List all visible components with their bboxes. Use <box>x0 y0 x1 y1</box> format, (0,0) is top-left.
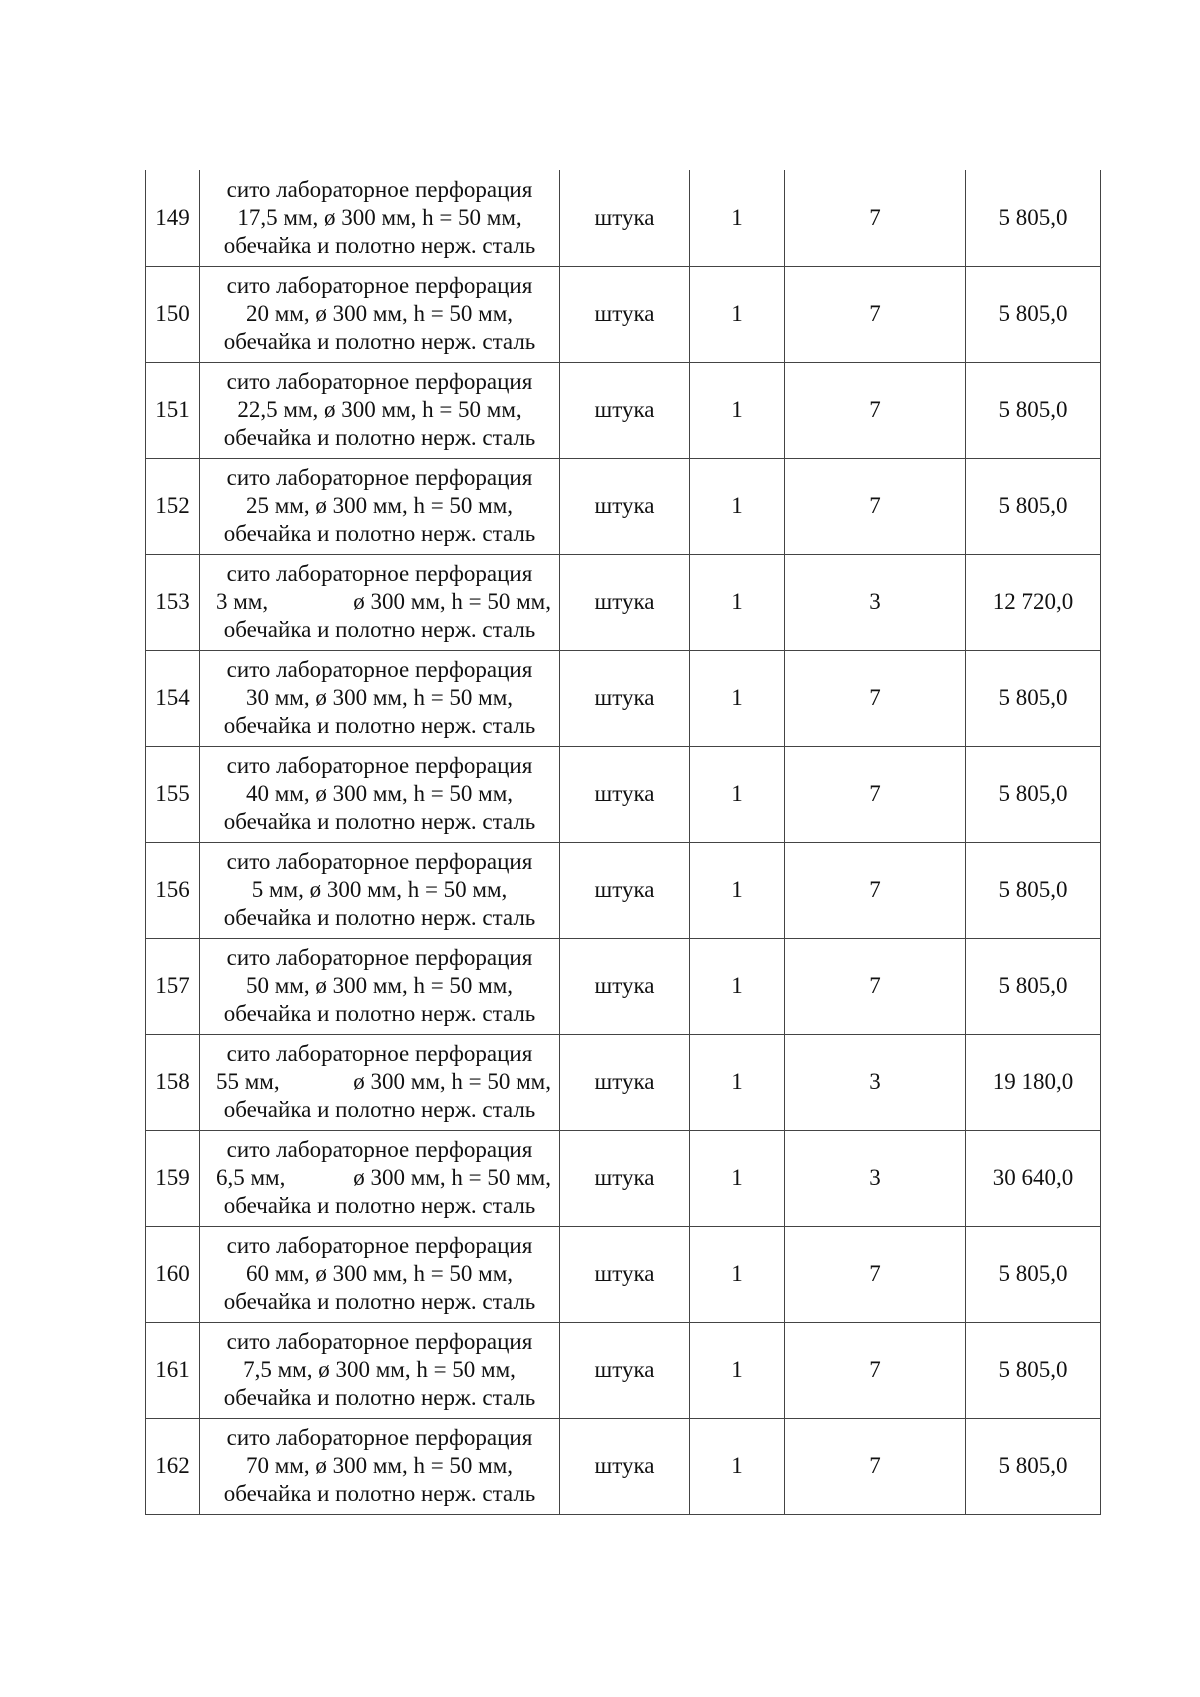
term-cell: 7 <box>785 1226 966 1322</box>
unit-cell: штука <box>560 266 690 362</box>
item-name-cell <box>200 1034 560 1130</box>
item-name-line: сито лабораторное перфорация <box>226 657 533 682</box>
table-row <box>146 1034 1101 1130</box>
quantity-cell: 1 <box>690 650 785 746</box>
item-name-line: обечайка и полотно нерж. сталь <box>223 425 536 450</box>
items-table <box>145 170 1101 1515</box>
row-number-cell: 154 <box>146 650 200 746</box>
term-cell: 7 <box>785 746 966 842</box>
unit-cell: штука <box>560 362 690 458</box>
unit-cell: штука <box>560 1322 690 1418</box>
item-name-line: 40 мм, ø 300 мм, h = 50 мм, <box>245 781 514 806</box>
item-name-fragment: 6,5 мм, <box>216 1165 286 1190</box>
table-row <box>146 1322 1101 1418</box>
table-row <box>146 746 1101 842</box>
item-name-line: обечайка и полотно нерж. сталь <box>223 809 536 834</box>
item-name-line: обечайка и полотно нерж. сталь <box>223 1097 536 1122</box>
row-number-cell: 149 <box>146 170 200 266</box>
item-name-line: 60 мм, ø 300 мм, h = 50 мм, <box>245 1261 514 1286</box>
item-name-cell <box>200 650 560 746</box>
item-name-line <box>202 588 557 616</box>
row-number-cell: 159 <box>146 1130 200 1226</box>
row-number-cell: 160 <box>146 1226 200 1322</box>
price-cell: 5 805,0 <box>966 458 1101 554</box>
table-row <box>146 1130 1101 1226</box>
table-body <box>146 170 1101 1514</box>
price-cell: 5 805,0 <box>966 938 1101 1034</box>
item-name-line: 22,5 мм, ø 300 мм, h = 50 мм, <box>237 397 522 422</box>
quantity-cell: 1 <box>690 266 785 362</box>
item-name-line: сито лабораторное перфорация <box>226 1329 533 1354</box>
item-name-cell <box>200 458 560 554</box>
row-number-cell: 151 <box>146 362 200 458</box>
quantity-cell: 1 <box>690 1322 785 1418</box>
item-name-line: сито лабораторное перфорация <box>226 945 533 970</box>
item-name-line: обечайка и полотно нерж. сталь <box>223 232 536 258</box>
item-name-cell <box>200 1130 560 1226</box>
quantity-cell: 1 <box>690 746 785 842</box>
price-cell: 5 805,0 <box>966 842 1101 938</box>
price-cell: 5 805,0 <box>966 1322 1101 1418</box>
term-cell: 7 <box>785 1418 966 1514</box>
table-row <box>146 362 1101 458</box>
price-cell: 30 640,0 <box>966 1130 1101 1226</box>
item-name-cell <box>200 1418 560 1514</box>
price-cell: 5 805,0 <box>966 362 1101 458</box>
quantity-cell: 1 <box>690 1130 785 1226</box>
item-name-line <box>202 1068 557 1096</box>
item-name-fragment: 3 мм, <box>216 589 269 614</box>
table-row <box>146 1418 1101 1514</box>
item-name-line <box>202 1164 557 1192</box>
price-cell: 5 805,0 <box>966 170 1101 266</box>
item-name-line: обечайка и полотно нерж. сталь <box>223 1001 536 1026</box>
item-name-cell <box>200 554 560 650</box>
row-number-cell: 161 <box>146 1322 200 1418</box>
item-name-line: сито лабораторное перфорация <box>226 561 533 586</box>
quantity-cell: 1 <box>690 170 785 266</box>
row-number-cell: 153 <box>146 554 200 650</box>
item-name-fragment: 55 мм, <box>216 1069 280 1094</box>
item-name-line: сито лабораторное перфорация <box>226 849 533 874</box>
item-name-line: сито лабораторное перфорация <box>226 753 533 778</box>
item-name-line: сито лабораторное перфорация <box>226 465 533 490</box>
unit-cell: штука <box>560 746 690 842</box>
row-number-cell: 162 <box>146 1418 200 1514</box>
item-name-cell <box>200 842 560 938</box>
table-row <box>146 458 1101 554</box>
item-name-line: 5 мм, ø 300 мм, h = 50 мм, <box>251 877 508 902</box>
item-name-line: обечайка и полотно нерж. сталь <box>223 1193 536 1218</box>
term-cell: 7 <box>785 1322 966 1418</box>
row-number-cell: 158 <box>146 1034 200 1130</box>
row-number-cell: 152 <box>146 458 200 554</box>
unit-cell: штука <box>560 938 690 1034</box>
row-number-cell: 155 <box>146 746 200 842</box>
unit-cell: штука <box>560 650 690 746</box>
item-name-line: сито лабораторное перфорация <box>226 1041 533 1066</box>
unit-cell: штука <box>560 1034 690 1130</box>
item-name-line: обечайка и полотно нерж. сталь <box>223 617 536 642</box>
price-cell: 19 180,0 <box>966 1034 1101 1130</box>
document-page <box>145 170 1100 1515</box>
price-cell: 5 805,0 <box>966 650 1101 746</box>
term-cell: 3 <box>785 554 966 650</box>
term-cell: 7 <box>785 362 966 458</box>
unit-cell: штука <box>560 1226 690 1322</box>
quantity-cell: 1 <box>690 1226 785 1322</box>
item-name-cell <box>200 170 560 266</box>
item-name-line: сито лабораторное перфорация <box>226 1137 533 1162</box>
term-cell: 3 <box>785 1130 966 1226</box>
item-name-line: обечайка и полотно нерж. сталь <box>223 713 536 738</box>
price-cell: 5 805,0 <box>966 266 1101 362</box>
quantity-cell: 1 <box>690 458 785 554</box>
item-name-line: сито лабораторное перфорация <box>226 369 533 394</box>
quantity-cell: 1 <box>690 938 785 1034</box>
item-name-line: 30 мм, ø 300 мм, h = 50 мм, <box>245 685 514 710</box>
item-name-line: 17,5 мм, ø 300 мм, h = 50 мм, <box>237 204 522 230</box>
item-name-line: 50 мм, ø 300 мм, h = 50 мм, <box>245 973 514 998</box>
quantity-cell: 1 <box>690 554 785 650</box>
item-name-cell <box>200 266 560 362</box>
item-name-line: обечайка и полотно нерж. сталь <box>223 1385 536 1410</box>
item-name-cell <box>200 1226 560 1322</box>
quantity-cell: 1 <box>690 362 785 458</box>
item-name-line: 70 мм, ø 300 мм, h = 50 мм, <box>245 1453 514 1478</box>
item-name-line: 25 мм, ø 300 мм, h = 50 мм, <box>245 493 514 518</box>
unit-cell: штука <box>560 458 690 554</box>
term-cell: 3 <box>785 1034 966 1130</box>
unit-cell: штука <box>560 842 690 938</box>
term-cell: 7 <box>785 170 966 266</box>
item-name-line: сито лабораторное перфорация <box>226 1425 533 1450</box>
item-name-line: обечайка и полотно нерж. сталь <box>223 329 536 354</box>
item-name-fragment: ø 300 мм, h = 50 мм, <box>353 1165 551 1190</box>
quantity-cell: 1 <box>690 1418 785 1514</box>
item-name-cell <box>200 938 560 1034</box>
item-name-line: обечайка и полотно нерж. сталь <box>223 1481 536 1506</box>
item-name-line: 20 мм, ø 300 мм, h = 50 мм, <box>245 301 514 326</box>
price-cell: 5 805,0 <box>966 1418 1101 1514</box>
item-name-line: обечайка и полотно нерж. сталь <box>223 521 536 546</box>
term-cell: 7 <box>785 458 966 554</box>
item-name-line: сито лабораторное перфорация <box>226 1233 533 1258</box>
price-cell: 5 805,0 <box>966 746 1101 842</box>
table-row <box>146 1226 1101 1322</box>
item-name-fragment: ø 300 мм, h = 50 мм, <box>353 589 551 614</box>
table-row <box>146 266 1101 362</box>
table-row <box>146 554 1101 650</box>
row-number-cell: 150 <box>146 266 200 362</box>
unit-cell: штука <box>560 554 690 650</box>
item-name-line: обечайка и полотно нерж. сталь <box>223 905 536 930</box>
row-number-cell: 157 <box>146 938 200 1034</box>
item-name-line: сито лабораторное перфорация <box>226 176 533 202</box>
term-cell: 7 <box>785 842 966 938</box>
item-name-cell <box>200 362 560 458</box>
table-row <box>146 650 1101 746</box>
quantity-cell: 1 <box>690 842 785 938</box>
price-cell: 12 720,0 <box>966 554 1101 650</box>
item-name-fragment: ø 300 мм, h = 50 мм, <box>353 1069 551 1094</box>
item-name-cell <box>200 1322 560 1418</box>
item-name-line: обечайка и полотно нерж. сталь <box>223 1289 536 1314</box>
item-name-cell <box>200 746 560 842</box>
table-row <box>146 938 1101 1034</box>
item-name-line: сито лабораторное перфорация <box>226 273 533 298</box>
term-cell: 7 <box>785 938 966 1034</box>
term-cell: 7 <box>785 650 966 746</box>
table-row <box>146 842 1101 938</box>
unit-cell: штука <box>560 1418 690 1514</box>
term-cell: 7 <box>785 266 966 362</box>
price-cell: 5 805,0 <box>966 1226 1101 1322</box>
table-row <box>146 170 1101 266</box>
quantity-cell: 1 <box>690 1034 785 1130</box>
unit-cell: штука <box>560 1130 690 1226</box>
row-number-cell: 156 <box>146 842 200 938</box>
item-name-line: 7,5 мм, ø 300 мм, h = 50 мм, <box>243 1357 516 1382</box>
unit-cell: штука <box>560 170 690 266</box>
